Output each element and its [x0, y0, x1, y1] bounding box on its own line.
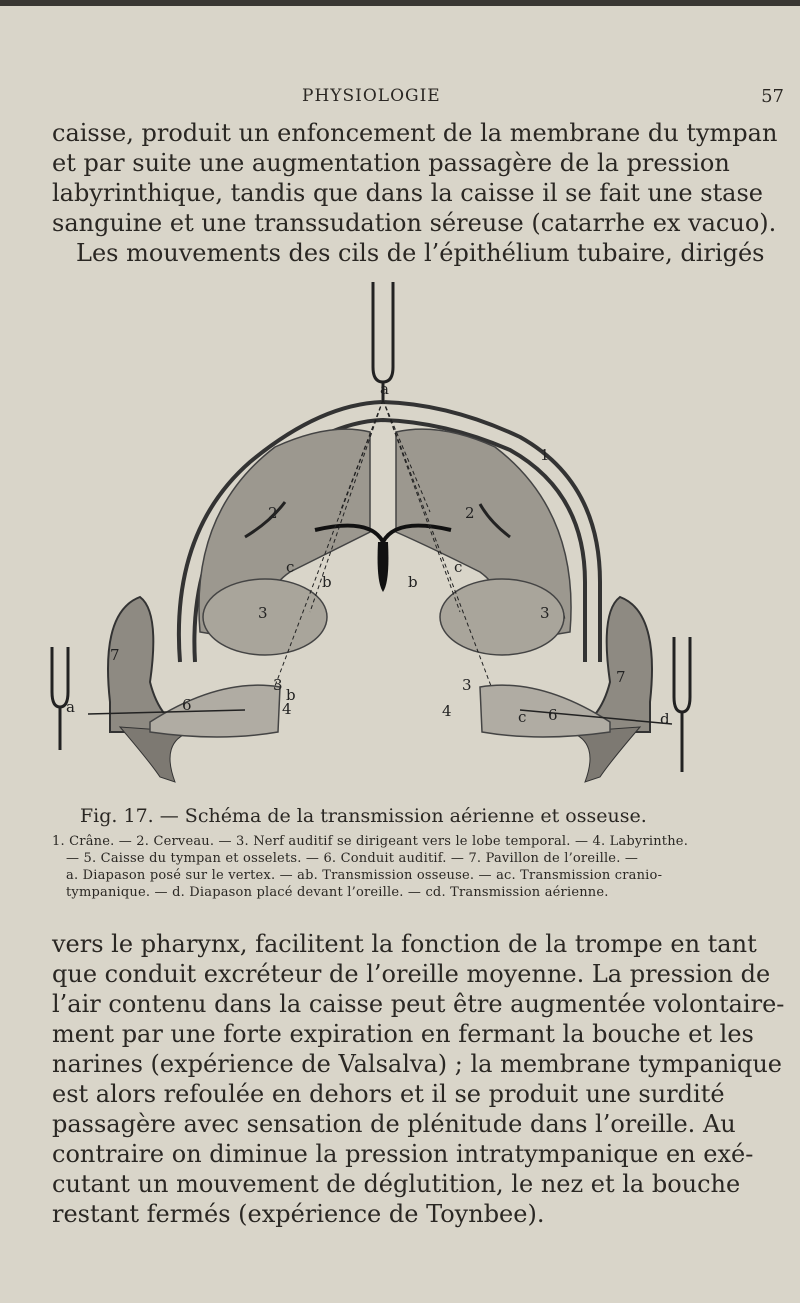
label-2-left: 2 — [268, 504, 278, 522]
label-c-bottom: c — [518, 708, 527, 726]
tuning-fork-right-icon — [674, 637, 690, 772]
text-line: cutant un mouvement de déglutition, le nez et la bouche — [52, 1170, 741, 1198]
transmission-schematic — [40, 282, 720, 797]
label-7-right: 7 — [616, 668, 626, 686]
label-7-left: 7 — [110, 646, 120, 664]
paragraph-top — [52, 118, 778, 268]
label-6-right: 6 — [548, 706, 558, 724]
figure-legend — [52, 833, 712, 901]
running-title: PHYSIOLOGIE — [302, 86, 441, 106]
ear-right — [570, 597, 652, 782]
text-line: ment par une forte expiration en fermant la bouche et les — [52, 1020, 754, 1048]
label-d-right: d — [660, 710, 670, 728]
label-2-right: 2 — [465, 504, 475, 522]
text-line: est alors refoulée en dehors et il se produit une surdité — [52, 1080, 725, 1108]
label-b-right: b — [408, 573, 418, 591]
legend-line: 1. Crâne. — 2. Cerveau. — 3. Nerf auditif se dirigeant vers le lobe temporal. — 4. Labyrinthe. — [52, 834, 689, 849]
text-line: restant fermés (expérience de Toynbee). — [52, 1200, 545, 1228]
text-line: narines (expérience de Valsalva) ; la membrane tympanique — [52, 1050, 783, 1078]
label-a-top: a — [380, 380, 389, 398]
label-3-inner-right: 3 — [462, 676, 472, 694]
label-a-left: a — [66, 698, 75, 716]
text-line: Les mouvements des cils de l’épithélium tubaire, dirigés — [76, 239, 765, 267]
top-edge-rule — [0, 0, 800, 6]
paragraph-bottom — [52, 929, 785, 1229]
brain-stem — [378, 542, 389, 592]
label-3-left: 3 — [258, 604, 268, 622]
text-line: labyrinthique, tandis que dans la caisse il se fait une stase — [52, 179, 763, 207]
text-line: passagère avec sensation de plénitude dans l’oreille. Au — [52, 1110, 736, 1138]
page-number: 57 — [761, 86, 784, 107]
label-6-left: 6 — [182, 696, 192, 714]
label-b-left: b — [322, 573, 332, 591]
text-line: sanguine et une transsudation séreuse (catarrhe ex vacuo). — [52, 209, 777, 237]
legend-line: a. Diapason posé sur le vertex. — ab. Transmission osseuse. — ac. Transmission cranio- — [66, 868, 663, 883]
label-1: 1 — [540, 446, 550, 464]
text-line: contraire on diminue la pression intratympanique en exé- — [52, 1140, 754, 1168]
text-line: vers le pharynx, facilitent la fonction de la trompe en tant — [52, 930, 757, 958]
label-c-right: c — [454, 558, 463, 576]
running-header — [52, 86, 784, 110]
text-line: l’air contenu dans la caisse peut être augmentée volontaire- — [52, 990, 785, 1018]
text-line: caisse, produit un enfoncement de la membrane du tympan — [52, 119, 778, 147]
legend-line: tympanique. — d. Diapason placé devant l’oreille. — cd. Transmission aérienne. — [66, 885, 609, 900]
text-line: et par suite une augmentation passagère de la pression — [52, 149, 730, 177]
label-3-right: 3 — [540, 604, 550, 622]
text-line: que conduit excréteur de l’oreille moyenne. La pression de — [52, 960, 771, 988]
legend-line: — 5. Caisse du tympan et osselets. — 6. Conduit auditif. — 7. Pavillon de l’oreille. — — [66, 851, 639, 866]
label-4-right: 4 — [442, 702, 452, 720]
label-b-inner: b — [286, 686, 296, 704]
inner-ear-right — [480, 685, 610, 737]
label-3-inner-left: 3 — [273, 676, 283, 694]
figure-17-diagram — [40, 282, 720, 797]
label-4-left: 4 — [282, 700, 292, 718]
figure-caption: Fig. 17. — Schéma de la transmission aérienne et osseuse. — [80, 805, 647, 827]
label-c-left: c — [286, 558, 295, 576]
